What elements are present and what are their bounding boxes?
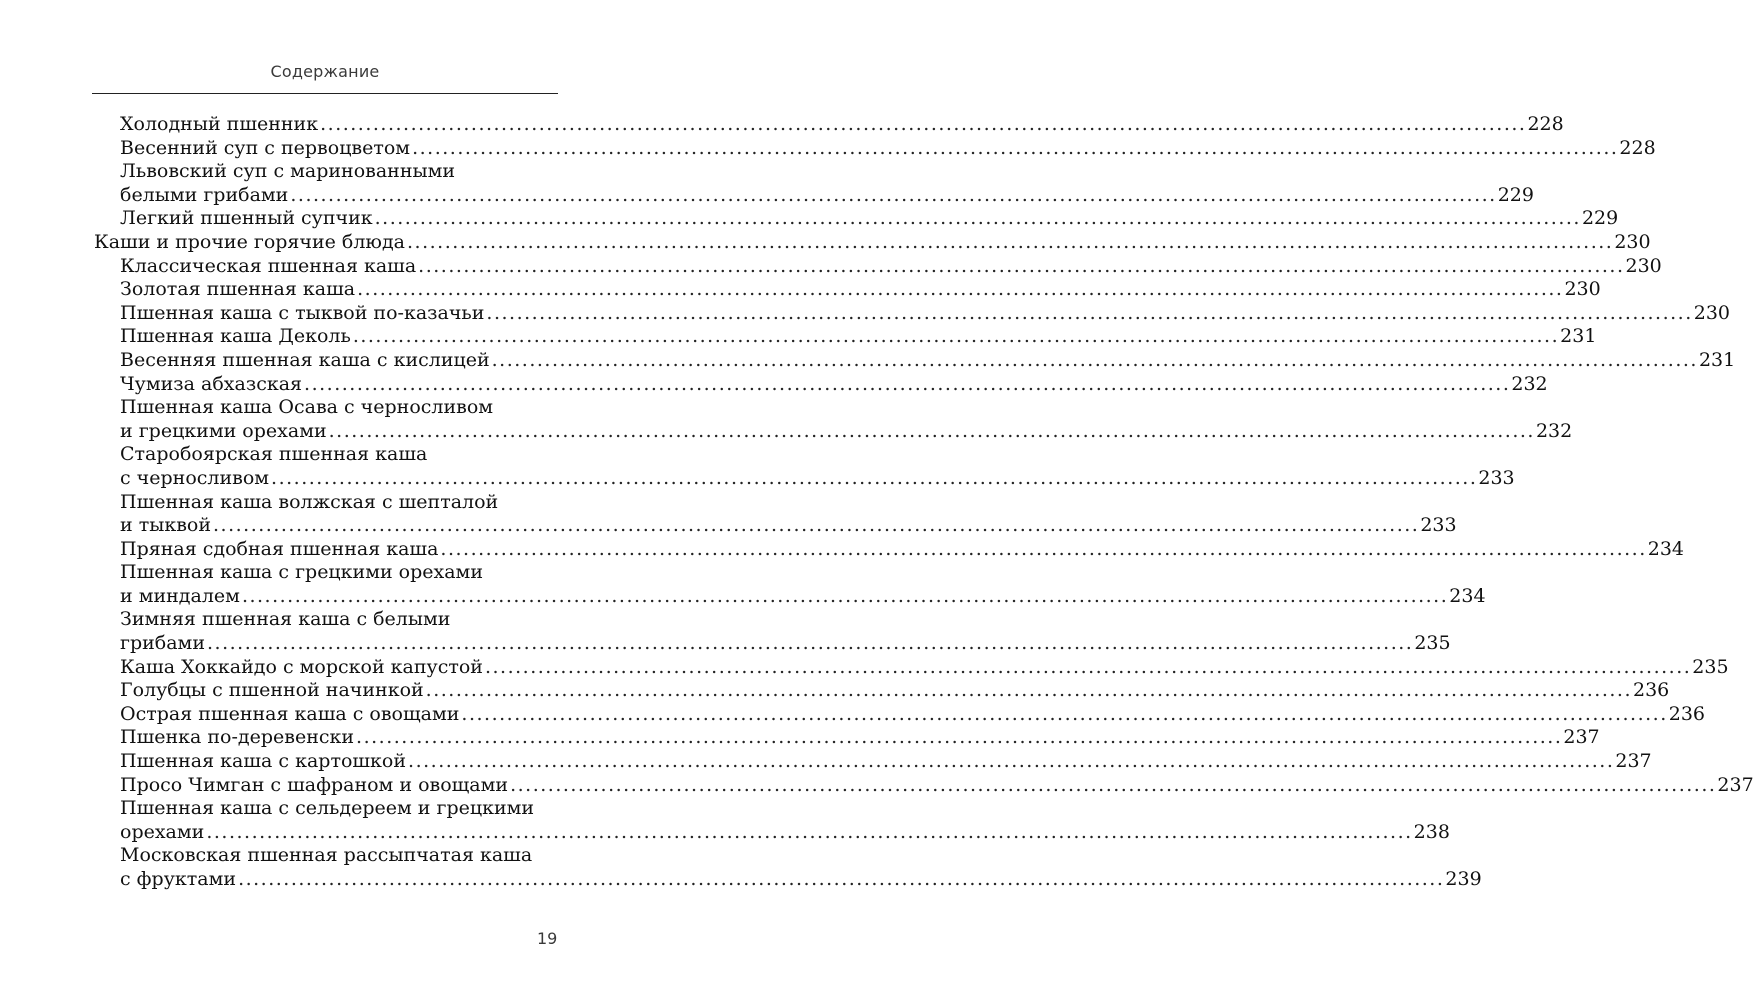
toc-entry-title: Зимняя пшенная каша с белыми [120, 608, 451, 631]
toc-entry-title: и тыквой [120, 514, 212, 537]
toc-entry-title: Голубцы с пшенной начинкой [120, 679, 424, 702]
dot-leader [375, 207, 1581, 231]
toc-entry-line [0, 844, 650, 868]
toc-page-number: 239 [1445, 868, 1482, 890]
toc-entry-line [0, 561, 650, 585]
toc-entry-title: Весенняя пшенная каша с кислицей [120, 348, 490, 371]
toc-entry-title: белыми грибами [120, 183, 289, 206]
toc-entry-line [0, 773, 1754, 798]
dot-leader [356, 726, 1562, 750]
toc-entry-line [0, 207, 1619, 231]
toc-entry[interactable] [0, 490, 1457, 538]
toc-page-number: 228 [1619, 136, 1656, 159]
toc-page-number: 230 [1693, 301, 1730, 324]
toc-page-number: 235 [1414, 632, 1451, 655]
toc-entry-line [0, 254, 1662, 279]
toc-entry-title: Пшенная каша волжская с шепталой [120, 490, 499, 513]
toc-entry-line [0, 136, 1656, 161]
toc-page-number: 232 [1535, 419, 1573, 442]
toc-entry-title: Пшенная каша с грецкими орехами [120, 561, 484, 584]
dot-leader [213, 514, 1419, 538]
dot-leader [412, 137, 1618, 161]
toc-entry-line [0, 396, 650, 420]
toc-entry-title: Весенний суп с первоцветом [120, 136, 411, 159]
toc-entry[interactable] [0, 726, 1600, 750]
toc-entry-line [0, 655, 1729, 680]
toc-entry-title: Чумиза абхазская [120, 372, 303, 395]
toc-entry-line [0, 372, 1548, 397]
toc-entry-title: Пшенная каша с картошкой [120, 750, 407, 773]
toc-entry[interactable] [0, 443, 1515, 490]
toc-page-number: 235 [1692, 655, 1729, 678]
toc-page-number: 233 [1420, 514, 1457, 537]
toc-entry[interactable] [0, 301, 1730, 326]
toc-page-number: 237 [1615, 750, 1652, 773]
dot-leader [290, 184, 1496, 208]
toc-entry-title: Пшенная каша Осава с черносливом [120, 396, 494, 419]
dot-leader [320, 113, 1526, 137]
toc-entry[interactable] [0, 396, 1573, 443]
toc-entry-line [0, 750, 1652, 774]
dot-leader [206, 821, 1412, 845]
table-of-contents [0, 113, 1754, 892]
toc-entry[interactable] [0, 773, 1754, 798]
toc-entry-line [0, 868, 1482, 892]
toc-entry-line [0, 230, 1651, 255]
dot-leader [207, 632, 1413, 656]
toc-entry-title: Классическая пшенная каша [120, 254, 417, 277]
toc-entry[interactable] [0, 254, 1662, 279]
toc-entry-line [0, 491, 650, 515]
toc-entry-title: Львовский суп с маринованными [120, 160, 456, 183]
toc-entry[interactable] [0, 113, 1564, 137]
toc-entry[interactable] [0, 561, 1486, 608]
toc-entry-title: Просо Чимган с шафраном и овощами [120, 773, 509, 796]
toc-entry[interactable] [0, 655, 1729, 680]
toc-entry-title: и миндалем [120, 584, 240, 607]
dot-leader [271, 467, 1477, 491]
toc-entry-title: Легкий пшенный супчик [120, 207, 373, 230]
toc-entry-title: Холодный пшенник [120, 113, 319, 135]
toc-entry-title: Каши и прочие горячие блюда [94, 230, 406, 253]
toc-entry-title: Пшенка по-деревенски [120, 726, 355, 749]
toc-entry-line [0, 183, 1534, 208]
toc-entry-line [0, 702, 1706, 727]
toc-entry-title: Московская пшенная рассыпчатая каша [120, 844, 533, 867]
header-rule [92, 93, 558, 94]
toc-entry[interactable] [0, 207, 1619, 231]
toc-entry-title: Золотая пшенная каша [120, 278, 356, 301]
toc-entry[interactable] [0, 537, 1685, 562]
toc-entry-title: орехами [120, 820, 205, 843]
toc-entry-title: и грецкими орехами [120, 419, 327, 442]
dot-leader [304, 373, 1510, 397]
dot-leader [238, 868, 1444, 892]
toc-entry-title: Старобоярская пшенная каша [120, 443, 428, 466]
dot-leader [407, 231, 1613, 255]
toc-entry[interactable] [0, 797, 1450, 844]
toc-entry-line [0, 514, 1457, 538]
toc-entry-title: грибами [120, 632, 205, 655]
toc-entry-title: с черносливом [120, 466, 270, 489]
dot-leader [329, 420, 1535, 444]
dot-leader [353, 325, 1559, 349]
toc-page-number: 233 [1478, 466, 1515, 489]
dot-leader [486, 302, 1692, 326]
toc-entry-line [0, 679, 1670, 703]
running-header: Содержание [270, 62, 380, 81]
toc-entry[interactable] [0, 160, 1534, 207]
toc-page-number: 230 [1614, 230, 1651, 253]
toc-entry-title: Пшенная каша Деколь [120, 325, 351, 348]
toc-section-entry[interactable] [0, 230, 1651, 255]
toc-entry-line [0, 797, 650, 821]
toc-page-number: 231 [1698, 348, 1736, 371]
toc-entry-line [0, 278, 1601, 302]
toc-entry[interactable] [0, 325, 1597, 349]
toc-entry-line [0, 301, 1730, 326]
toc-page-number: 236 [1668, 702, 1706, 725]
toc-page-number: 230 [1564, 278, 1601, 301]
toc-entry[interactable] [0, 608, 1451, 655]
dot-leader [510, 774, 1716, 798]
toc-page-number: 237 [1717, 773, 1754, 796]
toc-entry-line [0, 726, 1600, 750]
dot-leader [492, 349, 1698, 373]
toc-entry-title: Каша Хоккайдо с морской капустой [120, 655, 483, 678]
dot-leader [461, 703, 1667, 727]
toc-entry[interactable] [0, 136, 1656, 161]
dot-leader [418, 255, 1624, 279]
dot-leader [440, 538, 1646, 562]
toc-page-number: 229 [1497, 183, 1534, 206]
toc-page-number: 237 [1563, 726, 1600, 749]
toc-page-number: 228 [1527, 113, 1564, 135]
toc-page-number: 231 [1560, 325, 1597, 348]
toc-entry-line [0, 608, 650, 632]
toc-page-number: 238 [1413, 820, 1450, 843]
toc-entry-title: Острая пшенная каша с овощами [120, 702, 460, 725]
toc-entry[interactable] [0, 278, 1601, 302]
toc-entry-line [0, 537, 1685, 562]
toc-entry[interactable] [0, 844, 1482, 891]
toc-entry-title: Пряная сдобная пшенная каша [120, 537, 439, 560]
toc-entry-title: с фруктами [120, 868, 237, 890]
toc-page-number: 234 [1647, 537, 1685, 560]
toc-entry-line [0, 443, 650, 467]
toc-page-number: 236 [1633, 679, 1670, 702]
toc-entry-line [0, 820, 1450, 845]
dot-leader [408, 750, 1614, 774]
toc-entry[interactable] [0, 750, 1652, 774]
toc-entry-line [0, 632, 1451, 656]
dot-leader [485, 656, 1691, 680]
toc-entry[interactable] [0, 702, 1706, 727]
dot-leader [426, 679, 1632, 703]
dot-leader [357, 278, 1563, 302]
toc-page-number: 230 [1625, 254, 1662, 277]
dot-leader [242, 585, 1448, 609]
toc-entry-title: Пшенная каша с тыквой по-казачьи [120, 301, 485, 324]
toc-entry-title: Пшенная каша с сельдереем и грецкими [120, 797, 535, 820]
toc-entry-line [0, 348, 1736, 373]
toc-page-number: 234 [1449, 584, 1486, 607]
toc-entry-line [0, 160, 650, 184]
toc-entry-line [0, 325, 1597, 349]
toc-page-number: 229 [1581, 207, 1619, 230]
toc-entry-line [0, 419, 1573, 444]
toc-entry[interactable] [0, 372, 1548, 397]
toc-entry-line [0, 584, 1486, 609]
toc-entry[interactable] [0, 348, 1736, 373]
toc-entry-line [0, 466, 1515, 491]
page-number: 19 [537, 929, 558, 948]
toc-entry[interactable] [0, 679, 1670, 703]
toc-page-number: 232 [1511, 372, 1548, 395]
toc-entry-line [0, 113, 1564, 137]
